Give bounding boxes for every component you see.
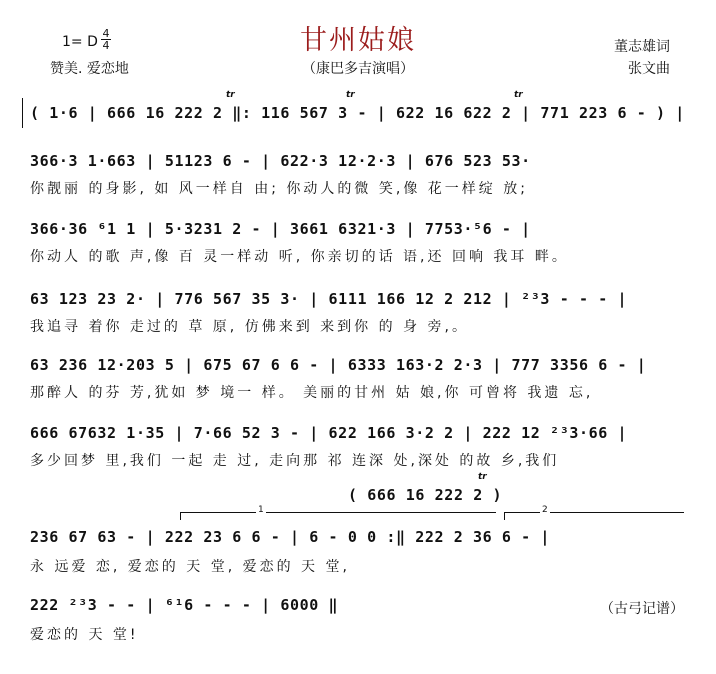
notation-row-3: 366·36 ⁶1 1 | 5·3231 2 - | 3661 6321·3 | 7753·⁵6 - | xyxy=(30,220,531,238)
lyricist-credit: 董志雄词 xyxy=(614,39,670,55)
lyrics-row-4: 我追寻 着你 走过的 草 原, 仿佛来到 来到你 的 身 旁,。 xyxy=(30,319,469,335)
time-signature-bottom: 4 xyxy=(102,39,110,52)
lyrics-row-6: 多少回梦 里,我们 一起 走 过, 走向那 祁 连深 处,深处 的故 乡,我们 xyxy=(30,453,560,469)
second-ending-tick xyxy=(504,512,505,520)
notation-row-7: 236 67 63 - | 222 23 6 6 - | 6 - 0 0 :‖ 222 2 36 6 - | xyxy=(30,528,551,546)
lyrics-row-2: 你靓丽 的身影, 如 风一样自 由; 你动人的微 笑,像 花一样绽 放; xyxy=(30,181,528,197)
trill-mark: tr xyxy=(346,90,355,100)
expression-marking: 赞美. 爱恋地 xyxy=(50,61,129,77)
first-ending-bracket xyxy=(180,512,496,513)
song-title: 甘州姑娘 xyxy=(300,25,416,56)
notation-row-2: 366·3 1·663 | 51123 6 - | 622·3 12·2·3 | 676 523 53· xyxy=(30,152,531,170)
notation-row-8: 222 ²³3 - - | ⁶¹6 - - - | 6000 ‖ xyxy=(30,596,339,614)
performer-credit: （康巴多吉演唱） xyxy=(302,61,414,77)
trill-mark: tr xyxy=(514,90,523,100)
time-signature xyxy=(101,28,111,51)
key-signature: 1= D xyxy=(62,34,98,50)
time-signature-top: 4 xyxy=(102,27,110,40)
second-ending-bracket xyxy=(504,512,684,513)
lyrics-row-7: 永 远爱 恋, 爱恋的 天 堂, 爱恋的 天 堂, xyxy=(30,559,350,575)
lyrics-row-8: 爱恋的 天 堂! xyxy=(30,627,139,643)
composer-credit: 张文曲 xyxy=(628,61,670,77)
trill-mark: tr xyxy=(478,472,487,482)
notation-row-6: 666 67632 1·35 | 7·66 52 3 - | 622 166 3·2 2 | 222 12 ²³3·66 | xyxy=(30,424,628,442)
lyrics-row-3: 你动人 的歌 声,像 百 灵一样动 听, 你亲切的话 语,还 回响 我耳 畔。 xyxy=(30,249,569,265)
first-ending-tick xyxy=(180,512,181,520)
lyrics-row-5: 那醉人 的芬 芳,犹如 梦 境一 样。 美丽的甘州 姑 娘,你 可曾将 我遗 忘, xyxy=(30,385,594,401)
transcriber-credit: （古弓记谱） xyxy=(600,601,684,617)
notation-row-1: ( 1·6 | 666 16 222 2 ‖: 116 567 3 - | 622 16 622 2 | 771 223 6 - ) | xyxy=(30,104,685,122)
notation-row-4: 63 123 23 2· | 776 567 35 3· | 6111 166 12 2 212 | ²³3 - - - | xyxy=(30,290,628,308)
second-ending-number: 2 xyxy=(542,505,548,515)
notation-interlude: ( 666 16 222 2 ) xyxy=(348,486,503,504)
notation-row-5: 63 236 12·203 5 | 675 67 6 6 - | 6333 163·2 2·3 | 777 3356 6 - | xyxy=(30,356,647,374)
trill-mark: tr xyxy=(226,90,235,100)
system-bracket xyxy=(22,98,23,128)
first-ending-number: 1 xyxy=(258,505,264,515)
